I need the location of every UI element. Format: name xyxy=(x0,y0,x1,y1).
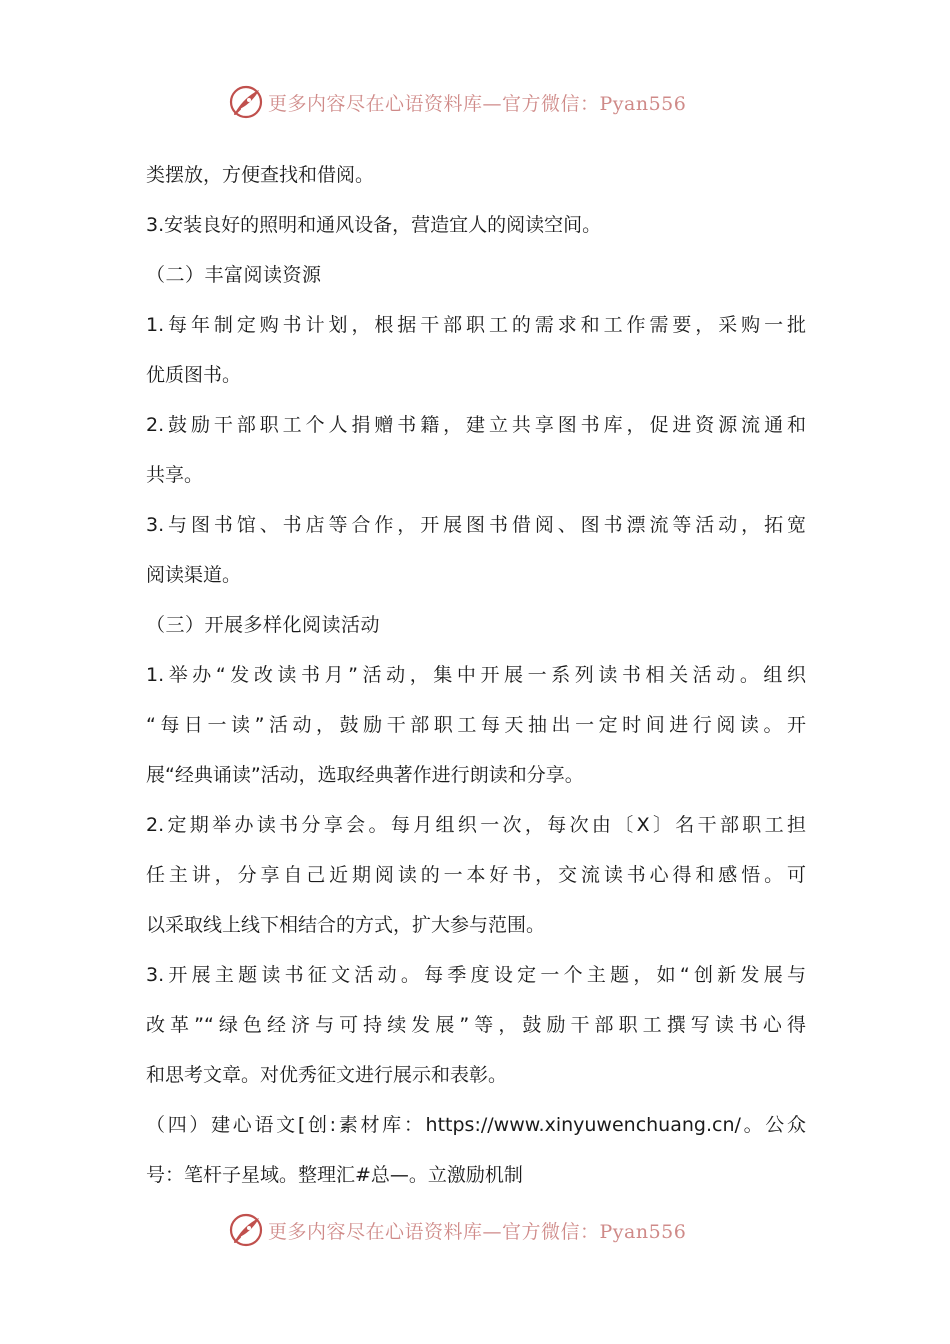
body-line: 3.开展主题读书征文活动。每季度设定一个主题，如“创新发展与 xyxy=(146,964,806,986)
document-body xyxy=(146,150,806,1200)
header-banner xyxy=(228,82,686,122)
body-line: 号：笔杆子星域。整理汇#总—。立激励机制 xyxy=(146,1164,523,1186)
body-line: 改革”“绿色经济与可持续发展”等，鼓励干部职工撰写读书心得 xyxy=(146,1014,806,1036)
body-line: 3.安装良好的照明和通风设备，营造宜人的阅读空间。 xyxy=(146,214,602,236)
body-line: 任主讲，分享自己近期阅读的一本好书，交流读书心得和感悟。可 xyxy=(146,864,806,886)
body-line: 1.每年制定购书计划，根据干部职工的需求和工作需要，采购一批 xyxy=(146,314,806,336)
quill-pen-logo-icon xyxy=(228,84,264,120)
body-line: 优质图书。 xyxy=(146,364,242,386)
body-line: 3.与图书馆、书店等合作，开展图书借阅、图书漂流等活动，拓宽 xyxy=(146,514,806,536)
footer-banner xyxy=(228,1210,686,1250)
body-line: 以采取线上线下相结合的方式，扩大参与范围。 xyxy=(146,914,546,936)
body-line: 2.鼓励干部职工个人捐赠书籍，建立共享图书库，促进资源流通和 xyxy=(146,414,806,436)
body-line: 2.定期举办读书分享会。每月组织一次，每次由〔X〕名干部职工担 xyxy=(146,814,806,836)
header-banner-text: 更多内容尽在心语资料库—官方微信：Pyan556 xyxy=(268,92,687,115)
section-heading: （三）开展多样化阅读活动 xyxy=(146,614,381,636)
body-line: 阅读渠道。 xyxy=(146,564,242,586)
quill-pen-logo-icon xyxy=(228,1212,264,1248)
body-line: 展“经典诵读”活动，选取经典著作进行朗读和分享。 xyxy=(146,764,584,786)
body-line: 1.举办“发改读书月”活动，集中开展一系列读书相关活动。组织 xyxy=(146,664,806,686)
body-line: 和思考文章。对优秀征文进行展示和表彰。 xyxy=(146,1064,508,1086)
section-heading-with-link: （四）建心语文[创:素材库：https://www.xinyuwenchuang.cn/。公众 xyxy=(146,1114,806,1136)
footer-banner-text: 更多内容尽在心语资料库—官方微信：Pyan556 xyxy=(268,1220,687,1243)
body-line: “每日一读”活动，鼓励干部职工每天抽出一定时间进行阅读。开 xyxy=(146,714,806,736)
body-line: 类摆放，方便查找和借阅。 xyxy=(146,164,375,186)
body-line: 共享。 xyxy=(146,464,204,486)
section-heading: （二）丰富阅读资源 xyxy=(146,264,322,286)
